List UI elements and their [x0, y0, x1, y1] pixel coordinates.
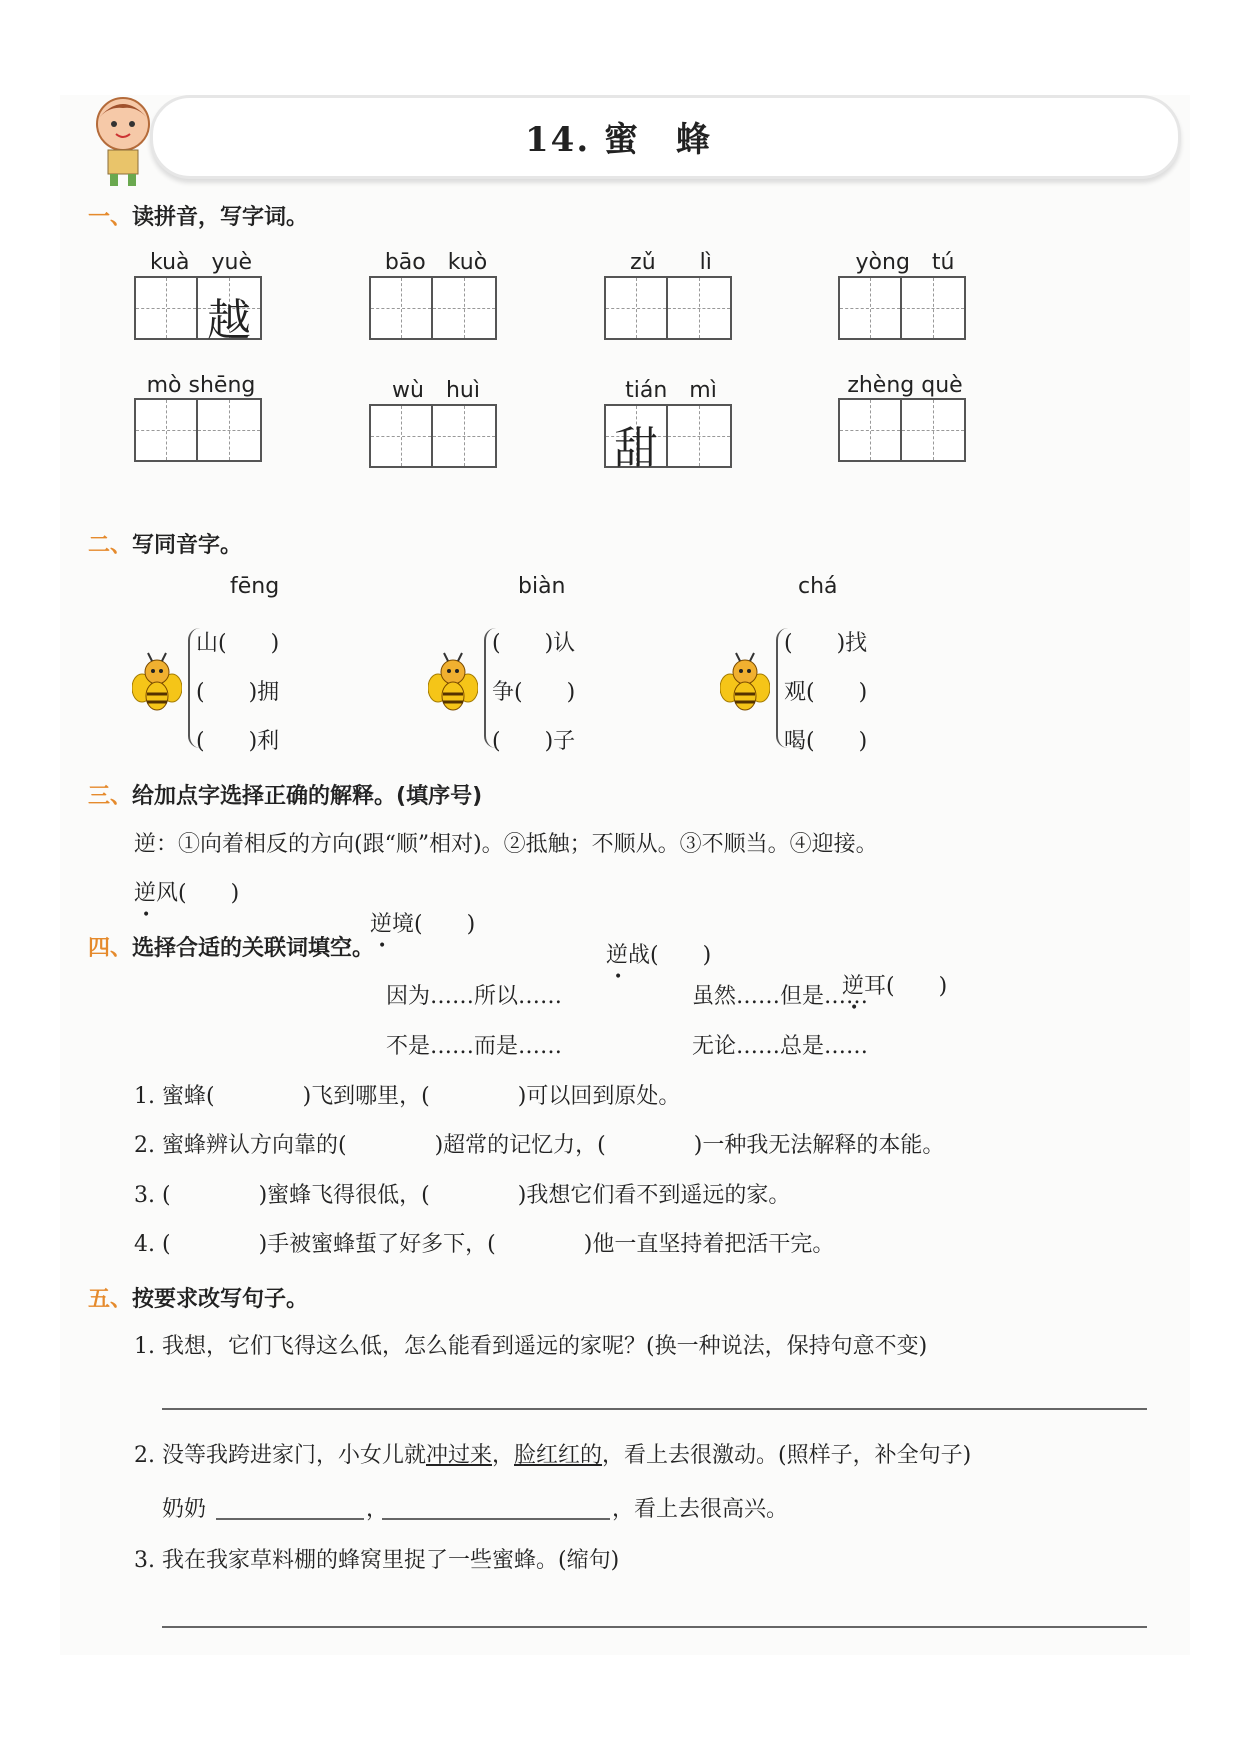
- char-cell[interactable]: [668, 276, 732, 340]
- q2-text-mid: ，: [492, 1443, 515, 1468]
- pinyin-label: zhèng què: [847, 373, 963, 398]
- word-blank[interactable]: 逆战( ) •: [606, 938, 1240, 969]
- char-grid: [604, 404, 738, 474]
- homophone-line[interactable]: 争( ): [492, 680, 576, 705]
- homophone-line[interactable]: 观( ): [784, 680, 868, 705]
- cell-char: 甜: [614, 423, 658, 474]
- char-cell[interactable]: [198, 398, 262, 462]
- q2-underlined-1: 冲过来: [425, 1443, 492, 1468]
- section1-heading-text: 读拼音，写字词。: [132, 205, 309, 230]
- homophone-pinyin: fēng: [230, 574, 280, 599]
- char-cell[interactable]: [668, 404, 732, 468]
- char-cell[interactable]: [838, 276, 902, 340]
- rewrite-question-1: 1. 我想，它们飞得这么低，怎么能看到遥远的家呢？(换一种说法，保持句意不变): [134, 1334, 928, 1359]
- section5-number: 五、: [88, 1287, 133, 1312]
- homophone-line[interactable]: 喝( ): [784, 729, 868, 754]
- word-blank[interactable]: 逆耳( ) •: [842, 969, 1240, 1000]
- rewrite-question-3: 3. 我在我家草料棚的蜂窝里捉了一些蜜蜂。(缩句): [134, 1548, 620, 1573]
- q2-fill-comma: ，: [366, 1497, 389, 1522]
- pinyin-item-4: [838, 245, 972, 340]
- cell-char: 越: [207, 295, 251, 346]
- pinyin-item-6: [369, 373, 503, 468]
- char-cell[interactable]: [369, 276, 433, 340]
- pinyin-item-8: [838, 373, 972, 462]
- char-grid: [134, 276, 268, 346]
- conjunction-option: 虽然……但是……: [692, 984, 869, 1009]
- bee-icon: [720, 652, 770, 714]
- char-cell[interactable]: [198, 276, 262, 346]
- lesson-title: 14. 蜜 蜂: [525, 120, 712, 160]
- char-cell[interactable]: [838, 398, 902, 462]
- char-cell[interactable]: [433, 404, 497, 468]
- char-grid: [369, 404, 503, 468]
- pinyin-label: wù huì: [392, 378, 480, 403]
- section1-heading: [88, 200, 308, 231]
- q2-fill-prefix: 奶奶: [162, 1497, 207, 1522]
- answer-line[interactable]: [382, 1518, 610, 1520]
- q2-text-post: ，看上去很激动。(照样子，补全句子): [602, 1443, 972, 1468]
- section3-number: 三、: [88, 784, 133, 809]
- section4-number: 四、: [88, 936, 133, 961]
- homophone-line[interactable]: ( )找: [784, 631, 868, 656]
- definition-text: 逆：①向着相反的方向(跟“顺”相对)。②抵触；不顺从。③不顺当。④迎接。: [134, 832, 878, 857]
- char-cell[interactable]: [604, 276, 668, 340]
- pinyin-item-2: [369, 245, 503, 340]
- conjunction-option: 因为……所以……: [386, 984, 563, 1009]
- char-cell[interactable]: [433, 276, 497, 340]
- section5-heading: [88, 1282, 308, 1313]
- char-cell[interactable]: [902, 398, 966, 462]
- answer-line[interactable]: [162, 1408, 1147, 1410]
- homophone-line[interactable]: ( )利: [196, 729, 280, 754]
- homophone-line[interactable]: ( )认: [492, 631, 576, 656]
- girl-mascot-icon: [68, 92, 178, 187]
- bee-icon: [132, 652, 182, 714]
- pinyin-label: bāo kuò: [384, 250, 488, 275]
- char-cell[interactable]: [134, 276, 198, 340]
- word-blank[interactable]: 逆境( ) •: [370, 907, 1240, 938]
- char-grid: [369, 276, 503, 340]
- fill-sentence[interactable]: 1. 蜜蜂( )飞到哪里，( )可以回到原处。: [134, 1084, 681, 1109]
- homophone-line[interactable]: ( )拥: [196, 680, 280, 705]
- homophone-line[interactable]: 山( ): [196, 631, 280, 656]
- char-grid: [838, 398, 972, 462]
- word-blank[interactable]: 逆风( ) •: [134, 876, 1240, 907]
- conjunction-option: 无论……总是……: [692, 1034, 869, 1059]
- section2-heading: [88, 528, 242, 559]
- pinyin-item-1: [134, 245, 268, 346]
- pinyin-label: yòng tú: [855, 250, 955, 275]
- char-grid: [604, 276, 738, 340]
- homophone-pinyin: biàn: [518, 574, 566, 599]
- pinyin-label: kuà yuè: [150, 250, 252, 275]
- char-cell[interactable]: [369, 404, 433, 468]
- rewrite-question-2: [134, 1438, 971, 1469]
- q2-text-pre: 2. 没等我跨进家门，小女儿就: [134, 1443, 426, 1468]
- section3-heading: [88, 779, 482, 810]
- section4-heading-text: 选择合适的关联词填空。: [132, 936, 375, 961]
- pinyin-label: mò shēng: [146, 373, 256, 398]
- char-grid: [838, 276, 972, 340]
- char-cell[interactable]: [134, 398, 198, 462]
- answer-line[interactable]: [216, 1518, 364, 1520]
- homophone-pinyin: chá: [798, 574, 838, 599]
- pinyin-item-7: [604, 373, 738, 474]
- pinyin-item-5: [134, 373, 268, 462]
- conjunction-option: 不是……而是……: [386, 1034, 563, 1059]
- char-grid: [134, 398, 268, 462]
- q2-underlined-2: 脸红红的: [514, 1443, 603, 1468]
- answer-line[interactable]: [162, 1626, 1147, 1628]
- bee-icon: [428, 652, 478, 714]
- pinyin-label: zǔ lì: [630, 250, 712, 275]
- fill-sentence[interactable]: 3. ( )蜜蜂飞得很低，( )我想它们看不到遥远的家。: [134, 1183, 791, 1208]
- section2-heading-text: 写同音字。: [132, 533, 243, 558]
- pinyin-item-3: [604, 245, 738, 340]
- homophone-line[interactable]: ( )子: [492, 729, 576, 754]
- section2-number: 二、: [88, 533, 133, 558]
- section3-heading-text: 给加点字选择正确的解释。(填序号): [132, 784, 483, 809]
- section4-heading: [88, 931, 374, 962]
- fill-sentence[interactable]: 2. 蜜蜂辨认方向靠的( )超常的记忆力，( )一种我无法解释的本能。: [134, 1133, 945, 1158]
- pinyin-label: tián mì: [625, 378, 717, 403]
- section5-heading-text: 按要求改写句子。: [132, 1287, 309, 1312]
- char-cell[interactable]: [902, 276, 966, 340]
- section1-number: 一、: [88, 205, 133, 230]
- char-cell[interactable]: [604, 404, 668, 474]
- fill-sentence[interactable]: 4. ( )手被蜜蜂蜇了好多下，( )他一直坚持着把活干完。: [134, 1232, 835, 1257]
- q2-fill-suffix: ，看上去很高兴。: [612, 1497, 789, 1522]
